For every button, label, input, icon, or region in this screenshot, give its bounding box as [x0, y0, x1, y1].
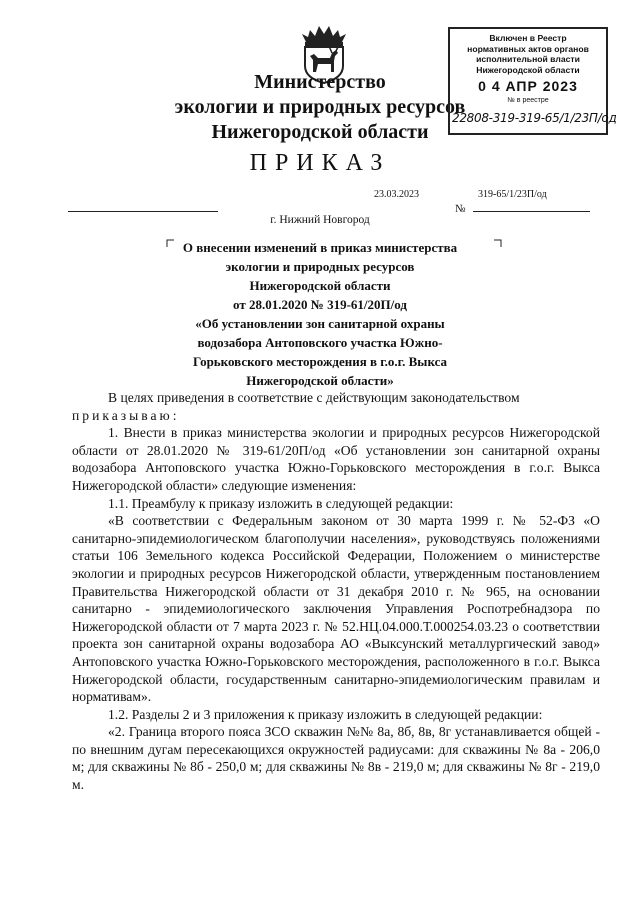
title-line-4: от 28.01.2020 № 319-61/20П/од	[233, 297, 407, 312]
city: г. Нижний Новгород	[270, 214, 370, 226]
paragraph-1-1: 1.1. Преамбулу к приказу изложить в следующей редакции:	[108, 495, 454, 511]
paragraph-1: 1. Внести в приказ министерства экологии и природных ресурсов Нижегородской области от 28.01.2020 № 319-61/20П/од «Об установлении зон санитарной охраны водозабора Антоповского участка Южно-Горьковского месторождения в г.о.г. Выкса Нижегородской области» следующие изменения:	[72, 425, 600, 493]
paragraph-preamble: В целях приведения в соответствие с действующим законодательством	[108, 390, 520, 405]
stamp-line-4: Нижегородской области	[476, 64, 580, 75]
ministry-line-1: Министерство	[254, 71, 386, 93]
stamp-registry-label: № в реестре	[507, 97, 549, 104]
number-underline	[473, 211, 590, 212]
stamp-line-3: исполнительной власти	[476, 54, 580, 64]
document-number: 319-65/1/23П/од	[478, 189, 547, 200]
document-body	[72, 389, 600, 794]
title-line-7: Горьковского месторождения в г.о.г. Выкса	[192, 354, 448, 369]
paragraph-preamble-text: «В соответствии с Федеральным законом от 30 марта 1999 г. № 52-ФЗ «О санитарно-эпидемиологическом благополучии населения», руководствуясь положениями статьи 106 Земельного кодекса Российской Федерации, Положением о министерстве экологии и природных ресурсов Нижегородской области, утвержденным постановлением Правительства Нижегородской области от 31 декабря 2010 г. № 965, на основании санитарно - эпидемиологического заключения Управления Роспотребнадзора по Нижегородской области от 7 марта 2023 г. № 52.НЦ.04.000.Т.000254.03.23 о соответствии проекта зон санитарной охраны водозабора АО «Выксунский металлургический завод» Антоповского участка Южно-Горьковского месторождения, расположенного в г.о.г. Выкса Нижегородской области, государственным санитарно-эпидемиологическим правилам и нормативам».	[72, 513, 600, 705]
title-line-6: водозабора Антоповского участка Южно-	[197, 335, 443, 350]
stamp-line-2: нормативных актов органов	[467, 43, 589, 54]
title-line-8: Нижегородской области»	[246, 373, 394, 388]
title-line-5: «Об установлении зон санитарной охраны	[195, 316, 445, 331]
paragraph-1-2: 1.2. Разделы 2 и 3 приложения к приказу изложить в следующей редакции:	[108, 706, 543, 722]
ministry-line-3: Нижегородской области	[211, 121, 429, 143]
stamp-date: 0 4 АПР 2023	[478, 78, 578, 94]
ministry-line-2: экологии и природных ресурсов	[174, 96, 466, 118]
stamp-registry-number: 22808-319-319-65/1/23П/од	[452, 111, 617, 125]
document-title	[150, 238, 490, 390]
stamp-line-1: Включен в Реестр	[489, 33, 567, 43]
date-underline	[68, 211, 218, 212]
document-date: 23.03.2023	[374, 189, 419, 200]
document-type: ПРИКАЗ	[249, 150, 391, 176]
corner-mark-right	[494, 234, 502, 252]
ministry-name	[150, 70, 490, 145]
title-line-3: Нижегородской области	[249, 278, 391, 293]
title-line-1: О внесении изменений в приказ министерства	[182, 240, 458, 255]
paragraph-section-2: «2. Граница второго пояса ЗСО скважин №№ 8а, 8б, 8в, 8г устанавливается общей - по внешним дугам пересекающихся окружностей радиусами: для скважины № 8а - 206,0 м; для скважины № 8б - 250,0 м; для скважины № 8в - 219,0 м; для скважины № 8г - 219,0 м.	[72, 724, 600, 793]
title-line-2: экологии и природных ресурсов	[225, 259, 415, 274]
number-sign: №	[455, 203, 466, 215]
order-word: приказываю:	[72, 407, 180, 423]
registry-stamp	[448, 27, 617, 135]
